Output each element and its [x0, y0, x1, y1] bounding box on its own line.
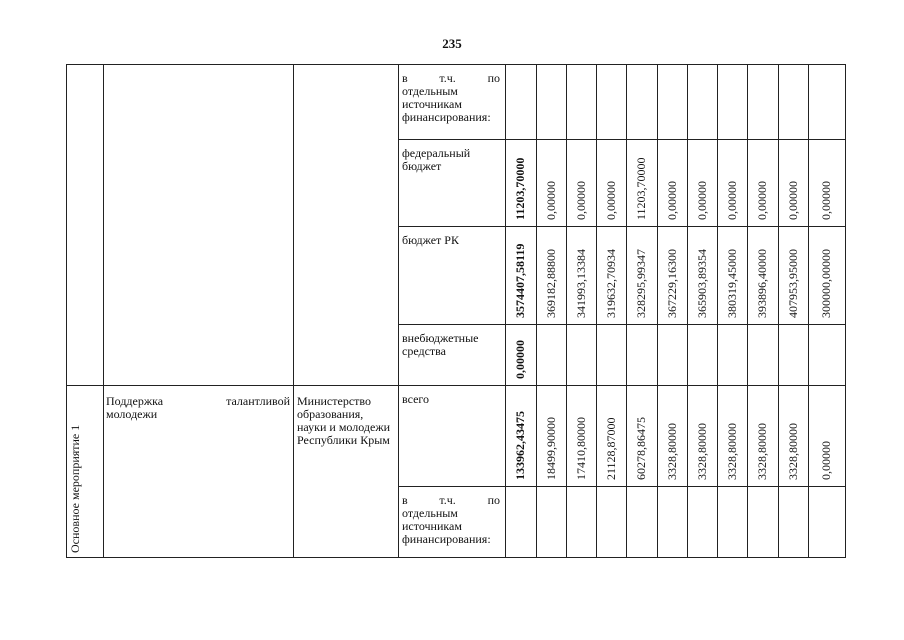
value-year-cell: 367229,16300 [664, 249, 679, 318]
source-label-line: отдельным [402, 506, 458, 520]
value-year-cell: 0,00000 [819, 181, 833, 220]
page-number: 235 [442, 36, 462, 51]
executor-line-3: науки и молодежи [297, 420, 391, 434]
source-label-line: финансирования: [402, 532, 491, 546]
table-hline [66, 557, 846, 558]
value-year-cell: 328295,99347 [634, 249, 648, 318]
table-vline [293, 64, 294, 558]
value-year-cell: 380319,45000 [724, 249, 739, 318]
table-hline [398, 486, 846, 487]
value-year-cell: 0,00000 [819, 441, 833, 480]
value-total-cell: 11203,70000 [513, 157, 527, 220]
activity-label: Основное мероприятие 1 [68, 424, 82, 553]
table-vline [103, 64, 104, 558]
source-label-line: источникам [402, 519, 462, 533]
source-label-line: федеральный [402, 146, 471, 160]
value-year-cell: 60278,86475 [634, 417, 648, 480]
value-total-cell: 0,00000 [513, 340, 527, 379]
table-hline [66, 64, 846, 65]
source-label-line: в т.ч. по [402, 493, 500, 507]
table-hline [398, 139, 846, 140]
value-year-cell: 0,00000 [573, 181, 588, 220]
value-year-cell: 0,00000 [543, 181, 558, 220]
table-hline [398, 324, 846, 325]
value-year-cell: 0,00000 [785, 181, 800, 220]
value-year-cell: 0,00000 [603, 181, 618, 220]
value-year-cell: 11203,70000 [634, 157, 648, 220]
value-year-cell: 407953,95000 [785, 249, 800, 318]
value-year-cell: 393896,40000 [755, 249, 769, 318]
value-year-cell: 0,00000 [755, 181, 769, 220]
value-year-cell: 0,00000 [694, 181, 709, 220]
source-label-line: финансирования: [402, 110, 491, 124]
source-label-line: внебюджетные [402, 331, 479, 345]
value-year-cell: 369182,88800 [543, 249, 558, 318]
value-year-cell: 341993,13384 [573, 249, 588, 318]
executor-line-2: образования, [297, 407, 364, 421]
source-label-line: в т.ч. по [402, 71, 500, 85]
source-label-line: бюджет [402, 159, 442, 173]
source-label-line: отдельным [402, 84, 458, 98]
value-year-cell: 3328,80000 [664, 423, 679, 480]
value-total-cell: 3574407,58119 [513, 243, 527, 318]
value-year-cell: 300000,00000 [819, 249, 833, 318]
value-year-cell: 18499,90000 [543, 417, 558, 480]
activity-name-line-1: Поддержка талантливой [106, 394, 290, 408]
source-label-line: всего [402, 392, 430, 406]
source-label-line: средства [402, 344, 447, 358]
value-year-cell: 17410,80000 [573, 417, 588, 480]
value-year-cell: 365903,89354 [694, 249, 709, 318]
executor-line-1: Министерство [297, 394, 371, 408]
value-year-cell: 3328,80000 [724, 423, 739, 480]
value-year-cell: 3328,80000 [694, 423, 709, 480]
table-hline [398, 226, 846, 227]
value-total-cell: 133962,43475 [513, 411, 527, 480]
table-vline [66, 64, 67, 558]
value-year-cell: 319632,70934 [603, 249, 618, 318]
source-label-line: бюджет РК [402, 233, 459, 247]
value-year-cell: 0,00000 [664, 181, 679, 220]
activity-name-line-2: молодежи [106, 407, 158, 421]
value-year-cell: 3328,80000 [785, 423, 800, 480]
value-year-cell: 21128,87000 [603, 417, 618, 480]
value-year-cell: 3328,80000 [755, 423, 769, 480]
executor-line-4: Республики Крым [297, 433, 390, 447]
source-label-line: источникам [402, 97, 462, 111]
table-hline [66, 385, 846, 386]
value-year-cell: 0,00000 [724, 181, 739, 220]
